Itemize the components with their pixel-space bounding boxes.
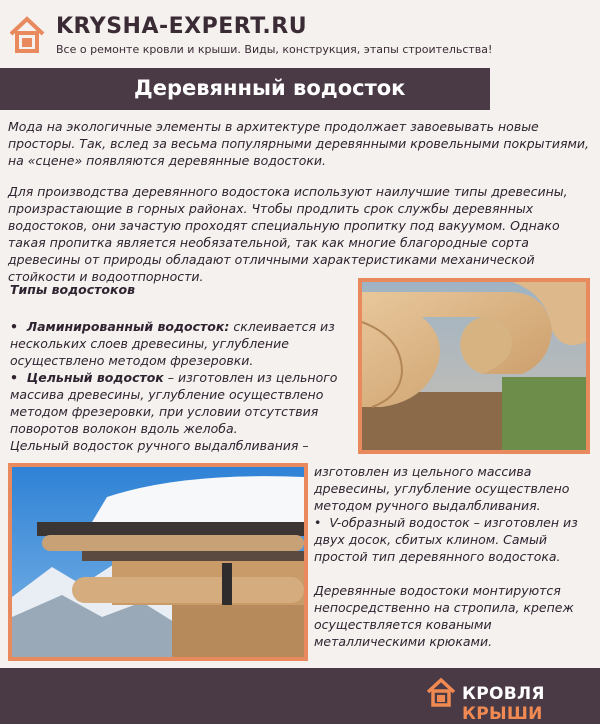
vshape-text: V-образный водосток – изготовлен из двух досок, сбитых клином. Самый простой тип деревянного водостока. — [314, 515, 578, 564]
list-item — [314, 514, 594, 565]
manual-cont: изготовлен из цельного массива древесины, углубление осуществлено методом ручного выдалбливания. — [314, 464, 570, 513]
laminated-text: склеивается из нескольких слоев древесины, углубление осуществлено методом фрезеровки. — [10, 319, 335, 368]
wooden-gutter-photo — [358, 278, 590, 454]
house-logo-icon[interactable] — [426, 676, 456, 708]
footer-brand-left: КРОВЛЯ — [462, 684, 545, 704]
list-item — [10, 318, 355, 369]
bullet-icon: • — [10, 319, 27, 334]
production-paragraph: Для производства деревянного водостока используют наилучшие типы древесины, произрастающие в горных районах. Чтобы продлить срок службы деревянных водостоков, они зачастую проходят специальную пропитку под вакуумом. Однако такая пропитка является необязательной, так как многие благородные сорта древесины от природы обладают отличными характеристиками механической стойкости и водоотпорности. — [8, 184, 568, 284]
solid-title: Цельный водосток — [26, 370, 164, 385]
intro-paragraph: Мода на экологичные элементы в архитектуре продолжает завоевывать новые просторы. Так, вслед за весьма популярными деревянными кровельными покрытиями, на «сцене» появляются деревянные водостоки. — [8, 119, 590, 168]
footer-brand[interactable] — [462, 684, 600, 724]
types-heading: Типы водостоков — [10, 282, 135, 297]
mountain-roof-image — [12, 467, 304, 657]
solid-text: – изготовлен из цельного массива древесины, углубление осуществлено методом фрезеровки, при условии отсутствия поворотов волокон вдоль желоба. — [10, 370, 338, 436]
mountain-roof-photo — [8, 463, 308, 661]
manual-intro: Цельный водосток ручного выдалбливания – — [10, 438, 309, 453]
mounting-paragraph: Деревянные водостоки монтируются непосредственно на стропила, крепеж осуществляется коваными металлическими крюками. — [314, 583, 574, 649]
page-title: Деревянный водосток — [134, 76, 406, 100]
house-logo-icon[interactable] — [8, 14, 46, 54]
bullet-icon: • — [10, 370, 27, 385]
list-item — [10, 369, 355, 437]
site-tagline: Все о ремонте кровли и крыши. Виды, конструкция, этапы строительства! — [56, 43, 493, 56]
types-continued — [314, 463, 594, 565]
laminated-title: Ламинированный водосток: — [26, 319, 230, 334]
wooden-gutter-image — [362, 282, 586, 450]
site-name[interactable]: KRYSHA-EXPERT.RU — [56, 14, 308, 39]
title-bar-spacer — [490, 68, 600, 110]
footer-brand-right: КРЫШИ — [462, 704, 543, 724]
types-list — [10, 318, 355, 454]
bullet-icon: • — [314, 515, 330, 530]
